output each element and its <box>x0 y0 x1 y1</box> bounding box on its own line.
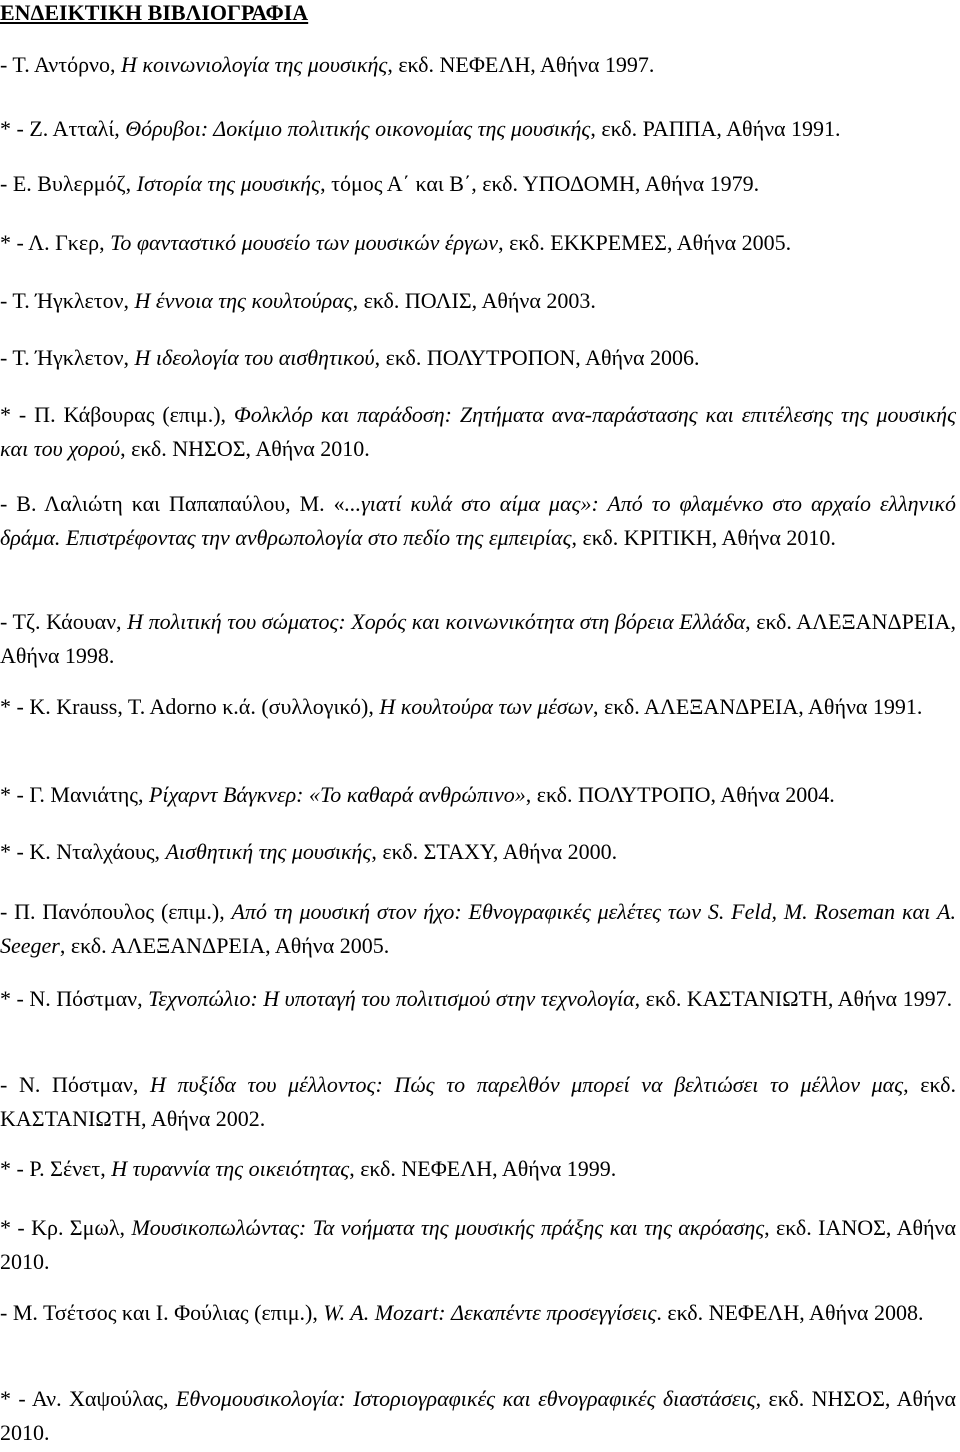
bibliography-entry <box>0 982 956 1016</box>
entry-text: - Β. Λαλιώτη και Παπαπαύλου, Μ. « <box>0 491 345 516</box>
entry-text: * - Κρ. Σμωλ, <box>0 1215 132 1240</box>
entry-title-text: Τεχνοπώλιο: Η υποταγή του πολιτισμού στην τεχνολογία <box>148 986 635 1011</box>
bibliography-entry <box>0 1152 956 1186</box>
entry-title-text: Το φανταστικό μουσείο των μουσικών έργων <box>110 230 499 255</box>
entry-text: * - Π. Κάβουρας (επιμ.), <box>0 402 234 427</box>
entry-title-text: Θόρυβοι: Δοκίμιο πολιτικής οικονομίας της μουσικής <box>125 116 591 141</box>
entry-text: * - Λ. Γκερ, <box>0 230 111 255</box>
entry-text: - Τ. Ήγκλετον, <box>0 288 135 313</box>
entry-title-text: Η έννοια της κουλτούρας <box>134 288 353 313</box>
entry-text: , εκδ. ΠΟΛΥΤΡΟΠΟ, Αθήνα 2004. <box>525 782 835 807</box>
entry-title-text: Η κοινωνιολογία της μουσικής <box>121 52 388 77</box>
entry-title-text: Η πολιτική του σώματος: Χορός και κοινωνικότητα στη βόρεια Ελλάδα <box>127 609 746 634</box>
page-title: ΕΝΔΕΙΚΤΙΚΗ ΒΙΒΛΙΟΓΡΑΦΙΑ <box>0 0 309 25</box>
bibliography-entry <box>0 487 956 555</box>
entry-text: - Π. Πανόπουλος (επιμ.), <box>0 899 232 924</box>
entry-title-text: ...γιατί κυλά στο αίμα μας»: Από το φλαμένκο στο αρχαίο ελληνικό δράμα. Επιστρέφοντας την ανθρωπολογία στο πεδίο της εμπειρίας <box>0 491 956 550</box>
entry-text: , εκδ. ΙΑΝΟΣ, Αθήνα 2010. <box>0 1215 956 1274</box>
entry-text: , εκδ. ΣΤΑΧΥ, Αθήνα 2000. <box>371 839 618 864</box>
entry-text: * - Αν. Χαψούλας, <box>0 1386 176 1411</box>
entry-title-text: Η τυραννία της οικειότητας <box>111 1156 350 1181</box>
entry-text: , εκδ. ΑΛΕΞΑΝΔΡΕΙΑ, Αθήνα 1998. <box>0 609 956 668</box>
entry-title-text: Φολκλόρ και παράδοση: Ζητήματα ανα-παράστασης και επιτέλεσης της μουσικής και του χορού <box>0 402 956 461</box>
bibliography-entry <box>0 167 956 201</box>
entry-text: * - Ρ. Σένετ, <box>0 1156 112 1181</box>
entry-text: , εκδ. ΠΟΛΥΤΡΟΠΟΝ, Αθήνα 2006. <box>374 345 700 370</box>
entry-text: , εκδ. ΝΗΣΟΣ, Αθήνα 2010. <box>120 436 370 461</box>
bibliography-entry <box>0 1296 956 1330</box>
entry-text: - Τζ. Κάουαν, <box>0 609 128 634</box>
entry-text: . εκδ. ΝΕΦΕΛΗ, Αθήνα 2008. <box>656 1300 924 1325</box>
entry-text: , εκδ. ΚΡΙΤΙΚΗ, Αθήνα 2010. <box>571 525 836 550</box>
entry-title-text: Εθνομουσικολογία: Ιστοριογραφικές και εθνογραφικές διαστάσεις <box>175 1386 756 1411</box>
entry-text: , εκδ. ΚΑΣΤΑΝΙΩΤΗ, Αθήνα 2002. <box>0 1072 956 1131</box>
bibliography-entry <box>0 1382 956 1450</box>
entry-title-text: Ρίχαρντ Βάγκνερ: «Το καθαρά ανθρώπινο» <box>148 782 526 807</box>
bibliography-entry <box>0 895 956 963</box>
entry-text: * - Κ. Krauss, T. Adorno κ.ά. (συλλογικό), <box>0 694 380 719</box>
entry-text: - Μ. Τσέτσος και Ι. Φούλιας (επιμ.), <box>0 1300 324 1325</box>
entry-title-text: Ιστορία της μουσικής <box>136 171 321 196</box>
entry-text: , εκδ. ΕΚΚΡΕΜΕΣ, Αθήνα 2005. <box>498 230 792 255</box>
entry-title-text: W. A. Mozart: Δεκαπέντε προσεγγίσεις <box>323 1300 657 1325</box>
bibliography-entry <box>0 48 956 82</box>
entry-text: - Ν. Πόστμαν, <box>0 1072 150 1097</box>
bibliography-entry <box>0 605 956 673</box>
entry-text: , εκδ. ΝΕΦΕΛΗ, Αθήνα 1997. <box>387 52 655 77</box>
bibliography-entry <box>0 226 956 260</box>
entry-title-text: Η πυξίδα του μέλλοντος: Πώς το παρελθόν μπορεί να βελτιώσει το μέλλον μας <box>149 1072 904 1097</box>
entry-title-text: Αισθητική της μουσικής <box>165 839 372 864</box>
bibliography-entry <box>0 1068 956 1136</box>
entry-title-text: Από τη μουσική στον ήχο: Εθνογραφικές μελέτες των S. Feld, M. Roseman και A. Seeger <box>0 899 957 958</box>
entry-text: * - Γ. Μανιάτης, <box>0 782 149 807</box>
entry-text: - Τ. Αντόρνο, <box>0 52 121 77</box>
entry-text: * - Ζ. Ατταλί, <box>0 116 126 141</box>
entry-text: , εκδ. ΚΑΣΤΑΝΙΩΤΗ, Αθήνα 1997. <box>634 986 953 1011</box>
entry-text: , εκδ. ΡΑΠΠΑ, Αθήνα 1991. <box>590 116 841 141</box>
entry-text: , εκδ. ΑΛΕΞΑΝΔΡΕΙΑ, Αθήνα 2005. <box>59 933 390 958</box>
bibliography-entry <box>0 112 956 146</box>
entry-title-text: Η ιδεολογία του αισθητικού <box>134 345 375 370</box>
entry-text: , εκδ. ΑΛΕΞΑΝΔΡΕΙΑ, Αθήνα 1991. <box>593 694 923 719</box>
entry-text: * - Κ. Νταλχάους, <box>0 839 166 864</box>
entry-text: , εκδ. ΝΗΣΟΣ, Αθήνα 2010. <box>0 1386 956 1445</box>
entry-text: - Τ. Ήγκλετον, <box>0 345 135 370</box>
bibliography-entry <box>0 778 956 812</box>
entry-title-text: Μουσικοπωλώντας: Τα νοήματα της μουσικής πράξης και της ακρόασης <box>131 1215 765 1240</box>
bibliography-entry <box>0 398 956 466</box>
entry-text: * - Ν. Πόστμαν, <box>0 986 149 1011</box>
entry-title-text: Η κουλτούρα των μέσων <box>379 694 594 719</box>
bibliography-entry <box>0 835 956 869</box>
entry-text: , τόμος Α΄ και Β΄, εκδ. ΥΠΟΔΟΜΗ, Αθήνα 1979. <box>320 171 760 196</box>
bibliography-entry <box>0 690 956 724</box>
entry-text: , εκδ. ΝΕΦΕΛΗ, Αθήνα 1999. <box>349 1156 617 1181</box>
bibliography-entry <box>0 284 956 318</box>
entry-text: , εκδ. ΠΟΛΙΣ, Αθήνα 2003. <box>352 288 596 313</box>
bibliography-entry <box>0 1211 956 1279</box>
bibliography-entry <box>0 341 956 375</box>
entry-text: - Ε. Βυλερμόζ, <box>0 171 137 196</box>
